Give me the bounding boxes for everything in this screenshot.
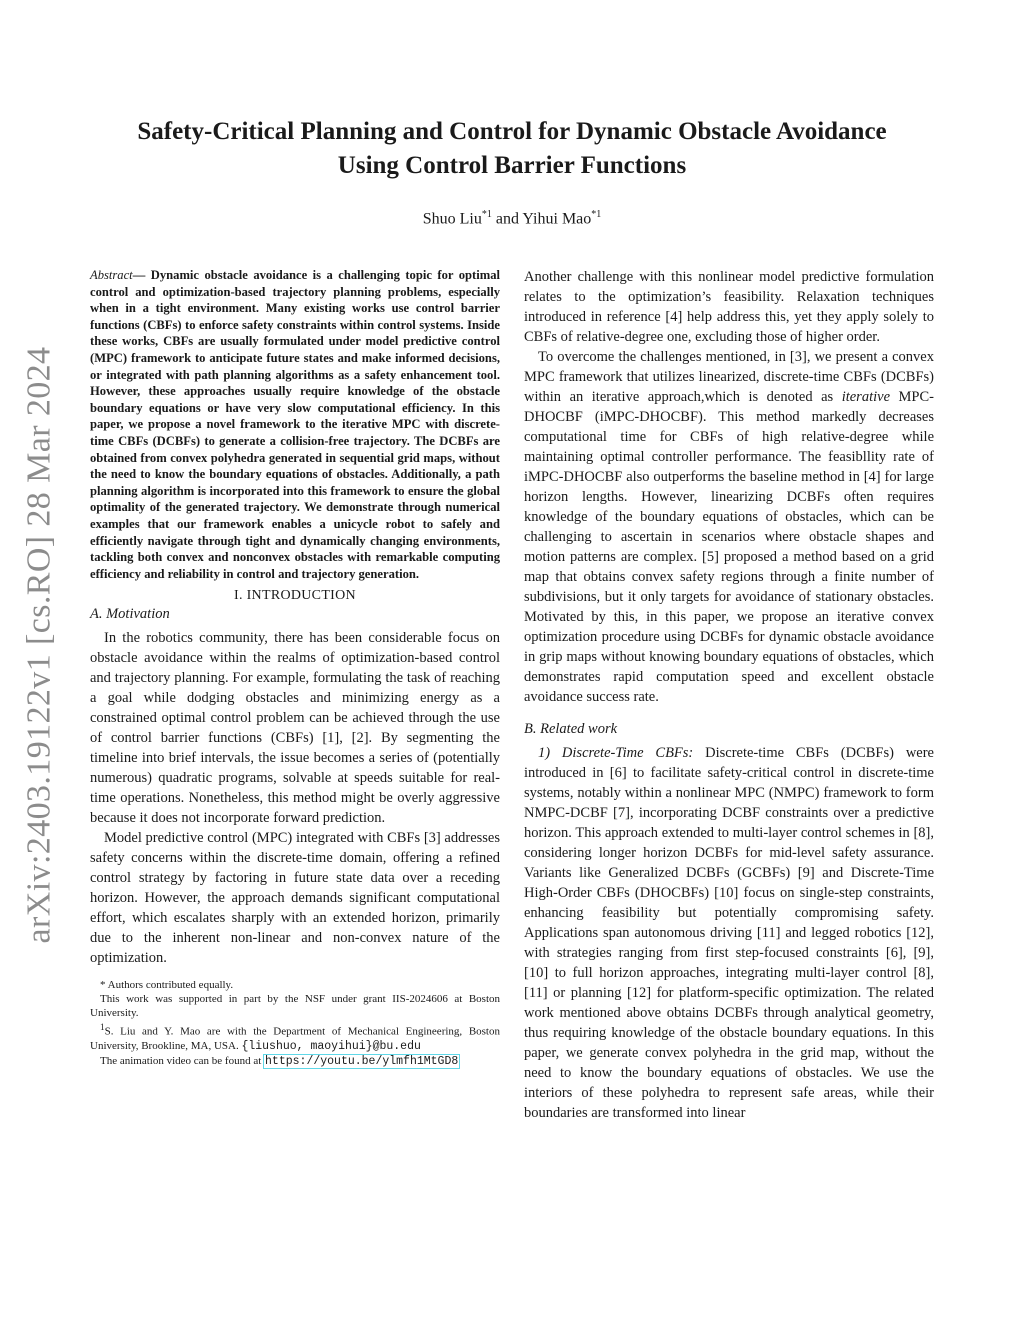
section-heading-introduction: I. INTRODUCTION	[234, 588, 356, 604]
intro-paragraph-2: Model predictive control (MPC) integrated with CBFs [3] addresses safety concerns within the discrete-time domain, offering a refined control strategy by factoring in future state data over a receding horizon. However, the approach demands significant computational effort, which escalates sharply with an extended horizon, primarily due to the inherent non-linear and non-convex nature of the optimization.	[90, 830, 500, 967]
footnote-affiliation	[90, 1020, 500, 1054]
footnote-video	[90, 1054, 500, 1069]
author-list	[60, 209, 964, 228]
subsubsection-label-dcbf: 1) Discrete-Time CBFs:	[538, 745, 694, 761]
related-work-text: Discrete-time CBFs (DCBFs) were introduced in [6] to facilitate safety-critical control in discrete-time systems, notably within a nonlinear MPC (NMPC) framework to form NMPC-DCBF [7], incorporating DCBF constraints over a predictive horizon. This approach extended to multi-layer control schemes in [8], considering longer horizon DCBFs for mid-level safety assurance. Variants like Generalized DCBFs (GCBFs) [9] and Discrete-Time High-Order CBFs (DHOCBFs) [10] focus on single-step constraints, enhancing feasibility but potentially compromising safety. Applications span autonomous driving [11] and legged robotics [12], with strategies ranging from first step-focused constraints [6], [9], [10] to full horizon approaches, integrating multi-layer control [8], [11] or planning [12] for platform-specific optimization. The related work mentioned above obtains DCBFs through analytical geometry, thus requiring knowledge of the obstacle boundary equations. In this paper, we generate convex polyhedra in the grid map, without the need to know the boundary equations of obstacles. We use the interiors of these polyhedra to represent safe areas, while their boundaries are transformed into linear	[524, 745, 934, 1121]
title-line-1: Safety-Critical Planning and Control for Dynamic Obstacle Avoidance	[137, 118, 887, 145]
title-line-2: Using Control Barrier Functions	[337, 152, 687, 179]
paper-title	[60, 115, 964, 183]
video-link[interactable]: https://youtu.be/ylmfh1MtGD8	[265, 1054, 459, 1068]
footnotes	[90, 978, 500, 1069]
footnote-affiliation-text: S. Liu and Y. Mao are with the Department of Mechanical Engineering, Boston University, Brookline, MA, USA.	[90, 1025, 500, 1052]
right-paragraph-2-italic: iterative	[841, 389, 891, 405]
author-2: Yihui Mao	[522, 210, 592, 228]
footnote-affiliation-mark: 1	[100, 1022, 105, 1033]
footnote-video-text: The animation video can be found at	[100, 1054, 262, 1067]
author-1: Shuo Liu	[422, 210, 482, 228]
left-column	[90, 267, 500, 1069]
intro-paragraph-1: In the robotics community, there has been considerable focus on obstacle avoidance within the realms of optimization-based control and trajectory planning. For example, formulating the task of reaching a goal while dodging obstacles and minimizing energy as a constrained optimal control problem can be achieved through the use of control barrier functions (CBFs) [1], [2]. By segmenting the timeline into brief intervals, the issue becomes a series of (potentially numerous) quadratic programs, solvable at speeds suitable for real-time operations. Nonetheless, this method might be overly aggressive because it does not incorporate forward prediction.	[90, 630, 500, 827]
arxiv-stamp	[14, 340, 64, 950]
author-1-affil: *1	[481, 209, 492, 220]
right-paragraph-2	[524, 347, 934, 707]
related-work-paragraph	[524, 743, 934, 1123]
abstract-text: — Dynamic obstacle avoidance is a challenging topic for optimal control and optimization-based trajectory planning problems, especially when in a tight environment. Many existing works use control barrier functions (CBFs) to enforce safety constraints within control systems. Inside these works, CBFs are usually formulated under model predictive control (MPC) framework to anticipate future states and make informed decisions, or integrated with path planning algorithms as a safety enhancement tool. However, these approaches usually require knowledge of the obstacle boundary equations or have very slow computational efficiency. In this paper, we propose a novel framework to the iterative MPC with discrete-time CBFs (DCBFs) to generate a collision-free trajectory. The DCBFs are obtained from convex polyhedra generated in sequential grid maps, without the need to know the boundary equations of obstacles. Additionally, a path planning algorithm is incorporated into this framework to ensure the global optimality of the generated trajectory. We demonstrate through numerical examples that our framework enables a unicycle robot to safely and efficiently navigate through tight and dynamically changing environments, tackling both convex and nonconvex obstacles with remarkable computing efficiency and reliability in control and trajectory generation.	[90, 268, 500, 581]
abstract	[90, 267, 500, 582]
right-column	[524, 267, 934, 1123]
right-paragraph-1: Another challenge with this nonlinear model predictive formulation relates to the optimization’s feasibility. Relaxation techniques introduced in reference [4] help address this, yet they apply solely to CBFs of relative-degree one, excluding those of higher order.	[524, 269, 934, 345]
footnote-funding: This work was supported in part by the NSF under grant IIS-2024606 at Boston University.	[90, 993, 500, 1020]
right-paragraph-2-start: To overcome the challenges mentioned, in [3], we present a convex MPC framework that utilizes linearized, discrete-time CBFs (DCBFs) within an iterative approach,which is denoted as	[524, 349, 934, 405]
subsection-heading-motivation: A. Motivation	[90, 606, 170, 623]
abstract-lead: Abstract	[90, 268, 133, 282]
footnote-equal-contribution: * Authors contributed equally.	[100, 979, 234, 992]
subsection-heading-related-work: B. Related work	[524, 721, 618, 737]
arxiv-stamp-text: arXiv:2403.19122v1 [cs.RO] 28 Mar 2024	[20, 346, 57, 944]
footnote-email: {liushuo, maoyihui}@bu.edu	[241, 1039, 421, 1053]
author-2-affil: *1	[591, 209, 602, 220]
author-conjunction: and	[491, 210, 523, 228]
right-paragraph-2-end: MPC-DHOCBF (iMPC-DHOCBF). This method markedly decreases computational time for CBFs of high relative-degree while maintaining optimal controller performance. The feasibllity rate of iMPC-DHOCBF also outperforms the baseline method in [4] for large horizon lengths. However, linearizing DCBFs often requires knowledge of the boundary equations of obstacles, which can be challenging to ascertain in scenarios where obstacle shapes and motion patterns are complex. [5] proposed a method based on a grid map that obtains convex safety regions through a finite number of subdivisions, but it only targets for avoidance of stationary obstacles. Motivated by this, in this paper, we propose an iterative convex optimization procedure using DCBFs for dynamic obstacle avoidance in grip maps without knowing boundary equations of obstacles, which demonstrates rapid computation speed and excellent obstacle avoidance success rate.	[524, 389, 934, 705]
